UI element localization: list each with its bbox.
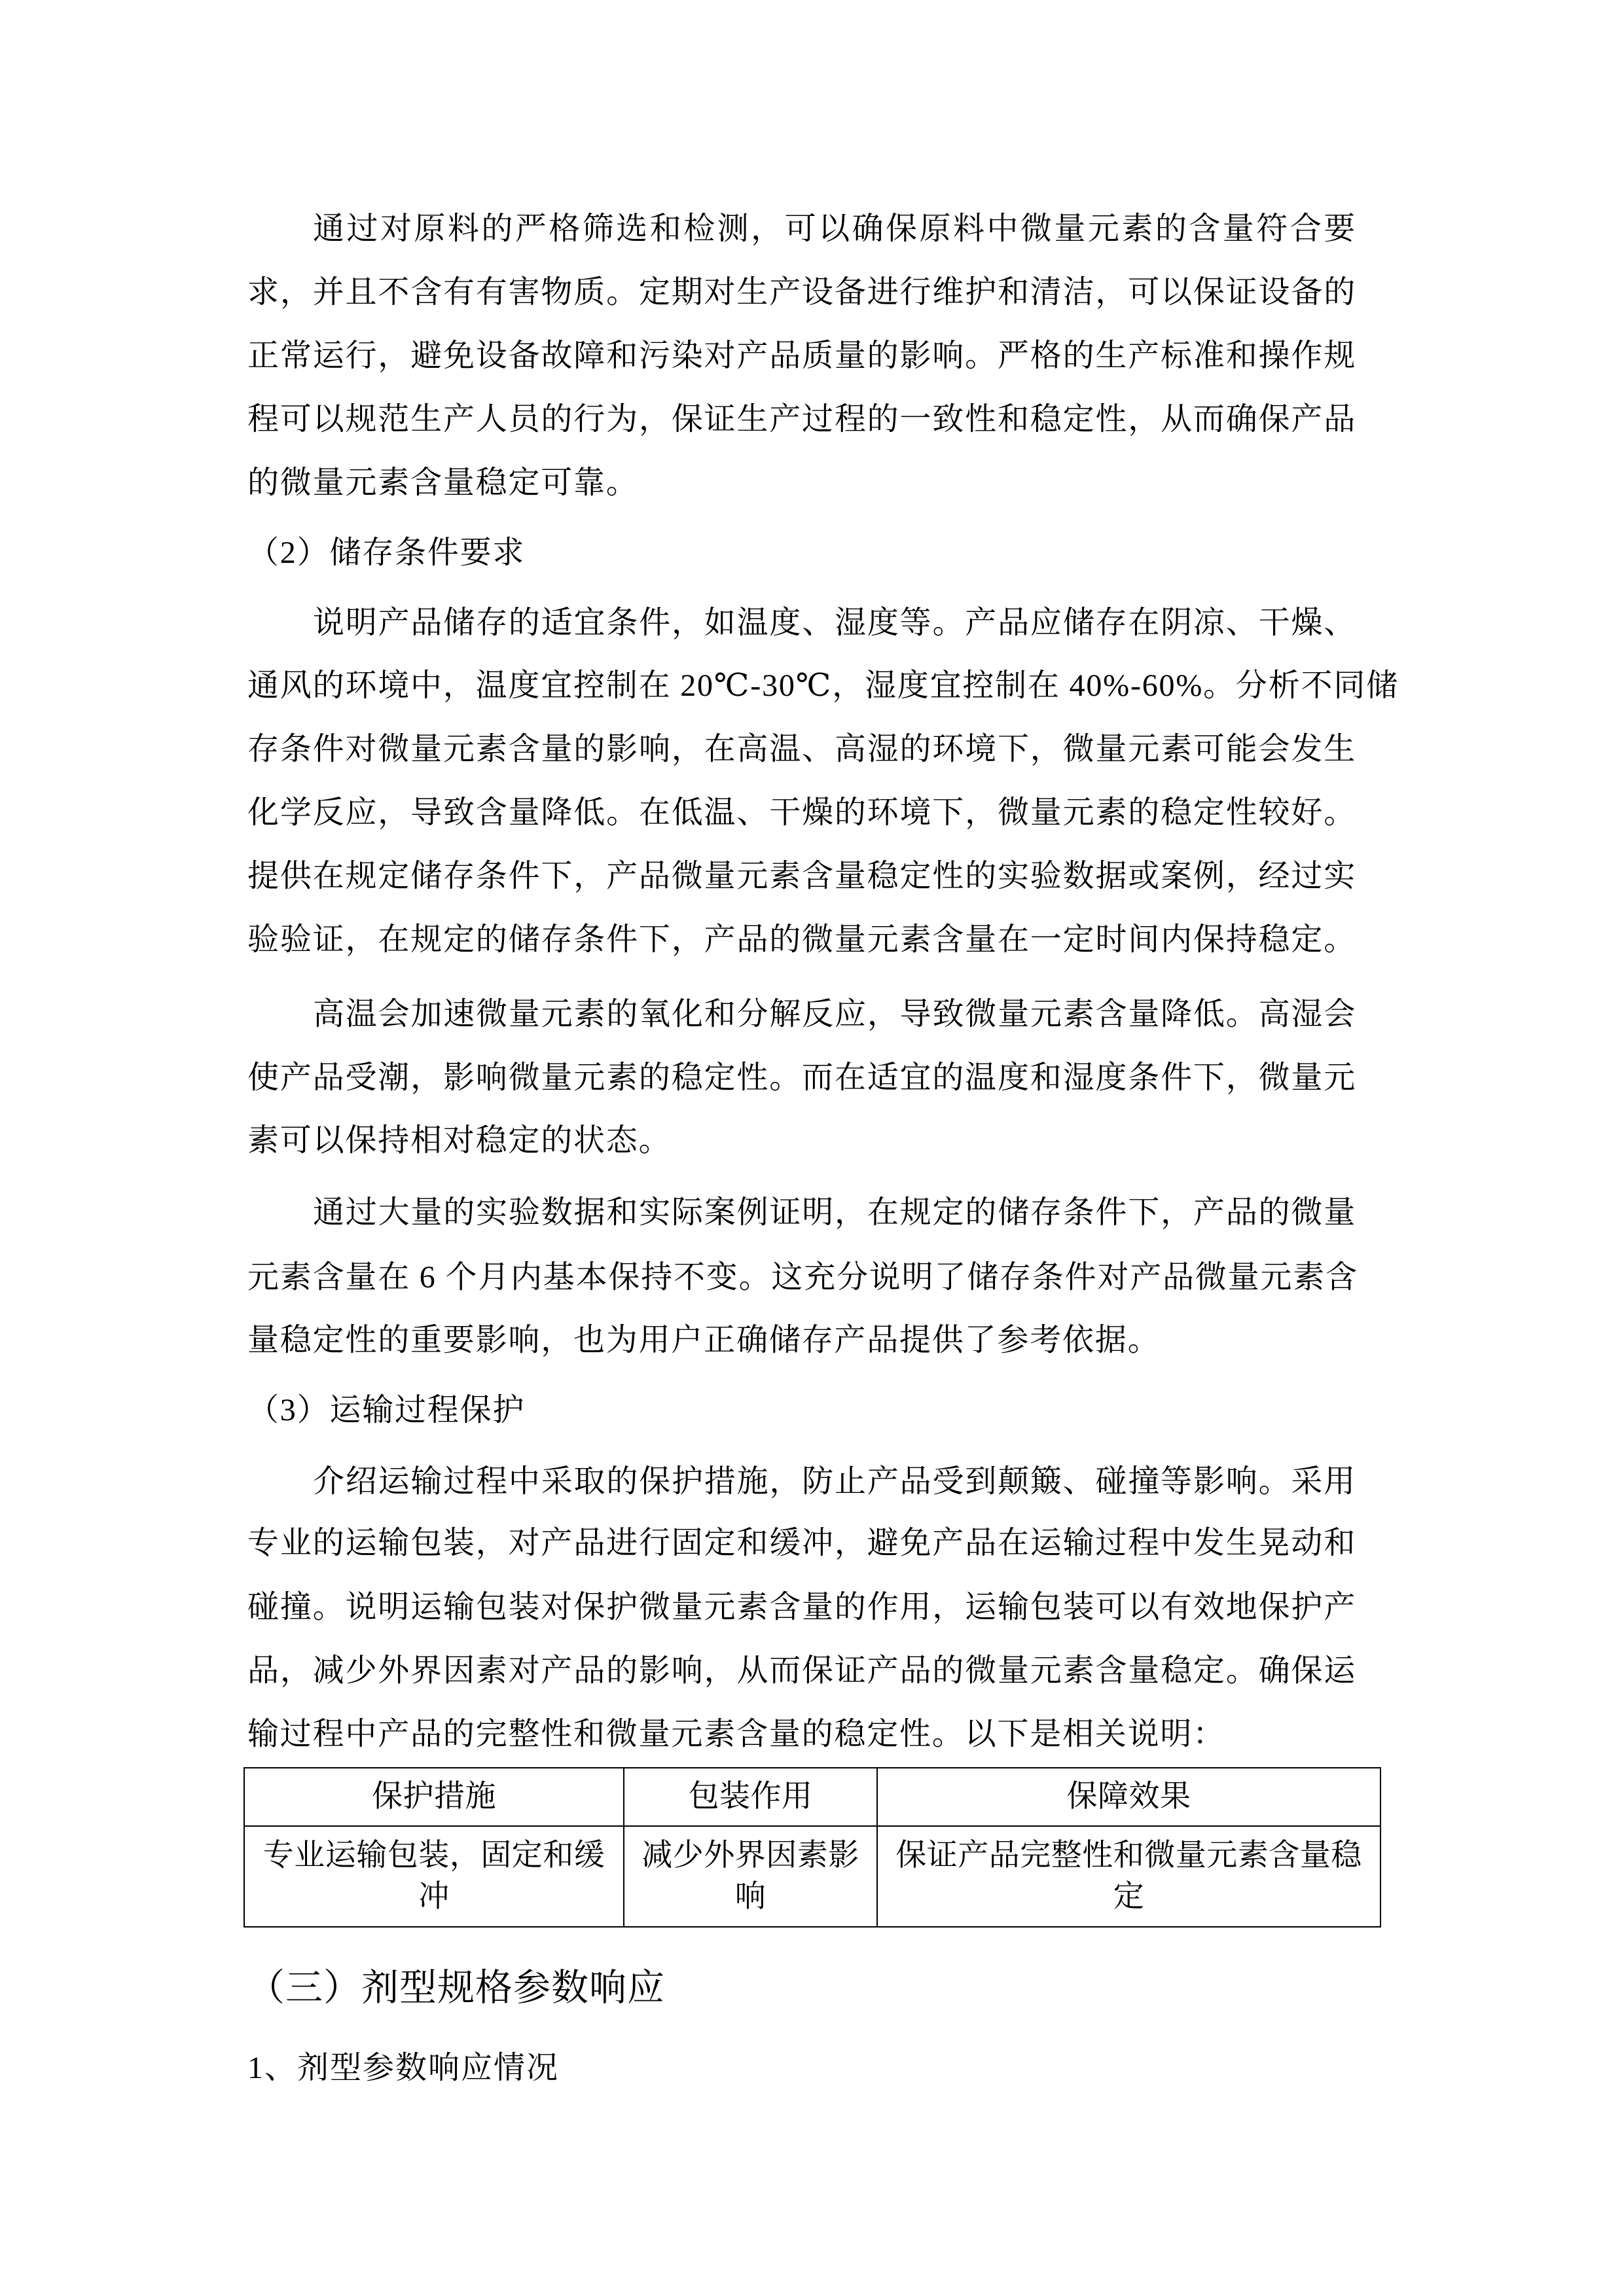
paragraph-line: 程可以规范生产人员的行为，保证生产过程的一致性和稳定性，从而确保产品 — [247, 402, 1356, 437]
paragraph-line: 专业的运输包装，对产品进行固定和缓冲，避免产品在运输过程中发生晃动和 — [247, 1526, 1356, 1560]
paragraph-line: 化学反应，导致含量降低。在低温、干燥的环境下，微量元素的稳定性较好。 — [247, 795, 1356, 830]
paragraph-line: 碰撞。说明运输包装对保护微量元素含量的作用，运输包装可以有效地保护产 — [247, 1590, 1356, 1624]
paragraph-line: 品，减少外界因素对产品的影响，从而保证产品的微量元素含量稳定。确保运 — [247, 1653, 1356, 1688]
paragraph-line: 输过程中产品的完整性和微量元素含量的稳定性。以下是相关说明： — [247, 1717, 1226, 1751]
section-heading-dosage-form-specs: （三）剂型规格参数响应 — [247, 1967, 665, 2009]
table-header-cell: 保护措施 — [244, 1768, 624, 1826]
paragraph-line: 量稳定性的重要影响，也为用户正确储存产品提供了参考依据。 — [247, 1323, 1161, 1357]
paragraph-line: 存条件对微量元素含量的影响，在高温、高湿的环境下，微量元素可能会发生 — [247, 732, 1356, 766]
paragraph-line: 通过大量的实验数据和实际案例证明，在规定的储存条件下，产品的微量 — [313, 1195, 1356, 1230]
paragraph-line: 提供在规定储存条件下，产品微量元素含量稳定性的实验数据或案例，经过实 — [247, 859, 1356, 893]
table-header-cell: 保障效果 — [877, 1768, 1380, 1826]
table-cell: 减少外界因素影响 — [624, 1826, 877, 1927]
item-heading-dosage-parameters: 1、剂型参数响应情况 — [247, 2051, 560, 2085]
table-cell: 保证产品完整性和微量元素含量稳定 — [877, 1826, 1380, 1927]
paragraph-line: 正常运行，避免设备故障和污染对产品质量的影响。严格的生产标准和操作规 — [247, 338, 1356, 373]
paragraph-line: 的微量元素含量稳定可靠。 — [247, 465, 639, 500]
paragraph-line: 高温会加速微量元素的氧化和分解反应，导致微量元素含量降低。高湿会 — [313, 997, 1356, 1031]
table-row — [244, 1826, 1380, 1927]
paragraph-line: 使产品受潮，影响微量元素的稳定性。而在适宜的温度和湿度条件下，微量元 — [247, 1060, 1356, 1095]
table-header-cell: 包装作用 — [624, 1768, 877, 1826]
subheading-transport-protection: （3）运输过程保护 — [247, 1393, 526, 1427]
paragraph-line: 验验证，在规定的储存条件下，产品的微量元素含量在一定时间内保持稳定。 — [247, 922, 1356, 957]
transport-protection-table — [244, 1767, 1381, 1928]
paragraph-line: 介绍运输过程中采取的保护措施，防止产品受到颠簸、碰撞等影响。采用 — [313, 1464, 1356, 1499]
paragraph-line: 说明产品储存的适宜条件，如温度、湿度等。产品应储存在阴凉、干燥、 — [313, 605, 1356, 640]
paragraph-line: 元素含量在 6 个月内基本保持不变。这充分说明了储存条件对产品微量元素含 — [247, 1260, 1358, 1295]
paragraph-line: 素可以保持相对稳定的状态。 — [247, 1123, 672, 1158]
subheading-storage-requirements: （2）储存条件要求 — [247, 535, 526, 570]
paragraph-line: 求，并且不含有有害物质。定期对生产设备进行维护和清洁，可以保证设备的 — [247, 275, 1356, 310]
paragraph-line: 通过对原料的严格筛选和检测，可以确保原料中微量元素的含量符合要 — [313, 211, 1356, 246]
table-header-row — [244, 1768, 1380, 1826]
table-cell: 专业运输包装，固定和缓冲 — [244, 1826, 624, 1927]
paragraph-line: 通风的环境中，温度宜控制在 20℃-30℃，湿度宜控制在 40%-60%。分析不同储 — [247, 668, 1399, 703]
